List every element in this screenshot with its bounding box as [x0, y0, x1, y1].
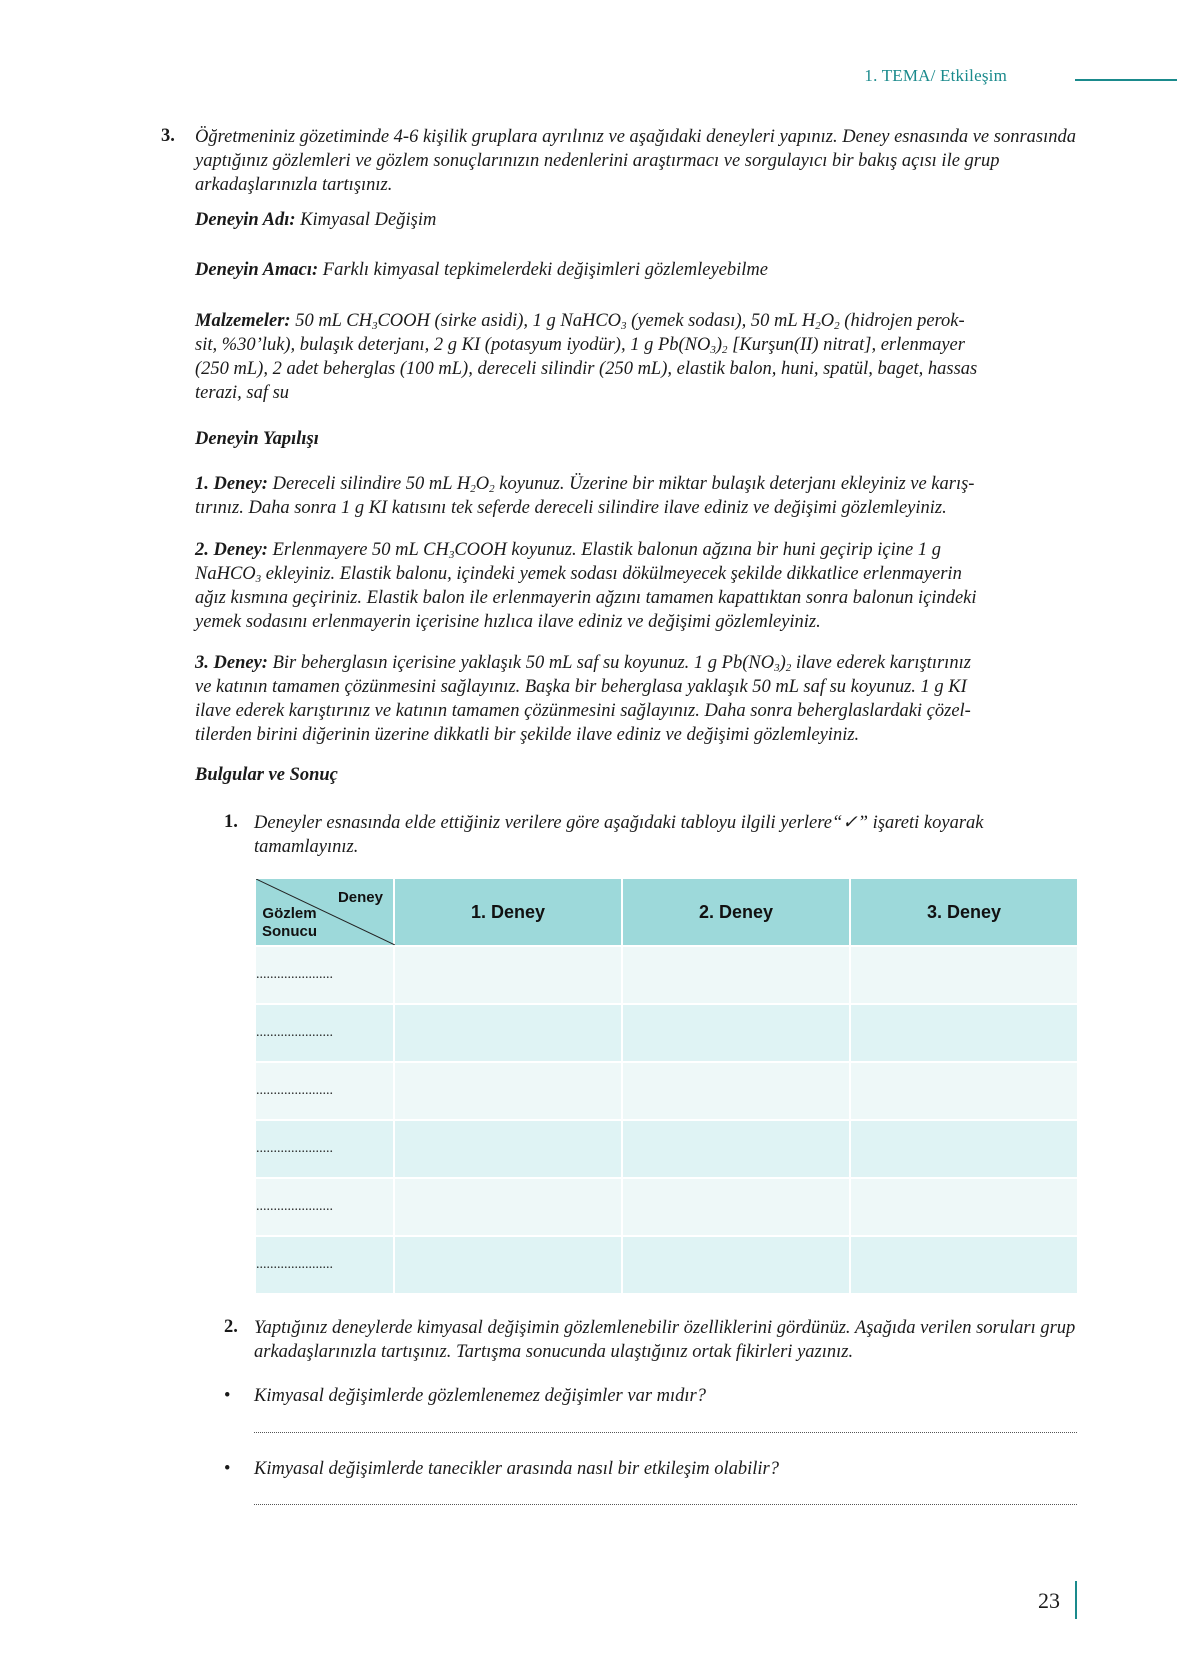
experiment-2-text: 2. Deney: Erlenmayere 50 mL $CH_3COOH$ koyunuz. Elastik balonun ağzına bir huni geçirip içine 1 g NaHCO$_3$ ekleyiniz. Elastik balonu, içindeki yemek sodası dökülmeyecek şekilde dikkatlice erlenmayerin ağız kısmına geçiriniz. Elastik balon ile erlenmayerin ağzını tamamen kapattıktan sonra balonun içindeki yemek sodasını erlenmayerin içerisine hızlıca ilave ediniz ve değişimi gözlemleyiniz. [195, 540, 977, 632]
discussion-question: Kimyasal değişimlerde tanecikler arasında nasıl bir etkileşim olabilir? [254, 1459, 779, 1479]
table-cell[interactable] [850, 1120, 1078, 1178]
procedure-heading: Deneyin Yapılışı [195, 429, 319, 449]
column-header: 2. Deney [622, 878, 850, 946]
page-number-bar [1075, 1581, 1077, 1619]
experiment-1-text: 1. Deney: Dereceli silindire 50 mL $H_2O_2$ koyunuz. Üzerine bir miktar bulaşık deterjanı ekleyiniz ve karış- tırınız. Daha sonra 1 g KI katısını tek seferde dereceli silindire ilave ediniz ve değişimi gözlemleyiniz. [195, 474, 975, 518]
row-label-blank[interactable]: ...................... [255, 1062, 394, 1120]
table-corner-header [255, 878, 394, 946]
page-header [0, 66, 1187, 90]
table-cell[interactable] [622, 946, 850, 1004]
materials-paragraph: Malzemeler: 50 mL $CH_3COOH$ (sirke asidi), 1 g NaHCO$_3$ (yemek sodası), 50 mL $H_2O_2$ (hidrojen perok- sit, %30’luk), bulaşık deterjanı, 2 g KI (potasyum iyodür), 1 g $Pb(NO_3)_2$ [Kurşun(II) nitrat], erlenmayer (250 mL), 2 adet beherglas (100 mL), dereceli silindir (250 mL), elastik balon, huni, spatül, baget, hassas terazi, saf su [195, 311, 978, 403]
column-header: 3. Deney [850, 878, 1078, 946]
experiment-aim-label: Deneyin Amacı: [195, 260, 319, 280]
question-intro: Öğretmeniniz gözetiminde 4-6 kişilik gruplara ayrılınız ve aşağıdaki deneyleri yapınız. Deney esnasında ve sonrasında yaptığınız gözlemleri ve gözlem sonuçlarınızın nedenlerini araştırmacı ve sorgulayıcı bir bakış açısı ile grup arkadaşlarınızla tartışınız. [195, 127, 1077, 195]
row-label-blank[interactable]: ...................... [255, 1120, 394, 1178]
task-2-text: Yaptığınız deneylerde kimyasal değişimin gözlemlenebilir özelliklerini gördünüz. Aşağıda verilen soruları grup arkadaşlarınızla tartışınız. Tartışma sonucunda ulaştığınız ortak fikirleri yazınız. [254, 1318, 1076, 1362]
table-cell[interactable] [622, 1004, 850, 1062]
observation-table [254, 877, 1079, 1295]
experiment-1-label: 1. Deney: [195, 474, 268, 494]
experiment-name [195, 208, 436, 232]
experiment-name-label: Deneyin Adı: [195, 210, 296, 230]
table-row [255, 1004, 1078, 1062]
table-row [255, 1178, 1078, 1236]
table-cell[interactable] [850, 946, 1078, 1004]
table-cell[interactable] [622, 1120, 850, 1178]
experiment-3-label: 3. Deney: [195, 653, 268, 673]
question-number: 3. [161, 126, 175, 146]
table-row [255, 1236, 1078, 1294]
table-cell[interactable] [622, 1236, 850, 1294]
answer-line[interactable] [254, 1432, 1077, 1433]
results-heading: Bulgular ve Sonuç [195, 765, 338, 785]
bullet-icon: • [224, 1386, 231, 1406]
table-cell[interactable] [850, 1062, 1078, 1120]
experiment-2-label: 2. Deney: [195, 540, 268, 560]
page-number: 23 [1038, 1588, 1060, 1613]
bullet-icon: • [224, 1459, 231, 1479]
table-cell[interactable] [850, 1236, 1078, 1294]
header-rule [1075, 79, 1177, 81]
table-cell[interactable] [394, 1178, 622, 1236]
corner-label-deney: Deney [337, 889, 383, 906]
answer-line[interactable] [254, 1504, 1077, 1505]
table-cell[interactable] [394, 1120, 622, 1178]
row-label-blank[interactable]: ...................... [255, 1178, 394, 1236]
row-label-blank[interactable]: ...................... [255, 1004, 394, 1062]
table-cell[interactable] [394, 1004, 622, 1062]
table-cell[interactable] [850, 1178, 1078, 1236]
task-1-text: Deneyler esnasında elde ettiğiniz verilere göre aşağıdaki tabloyu ilgili yerlere“✓” işareti koyarak tamamlayınız. [254, 813, 984, 857]
table-cell[interactable] [394, 1236, 622, 1294]
discussion-question: Kimyasal değişimlerde gözlemlenemez değişimler var mıdır? [254, 1386, 706, 1406]
table-row [255, 1062, 1078, 1120]
header-theme-label: 1. TEMA/ Etkileşim [864, 66, 1007, 85]
task-2-number: 2. [224, 1317, 238, 1337]
table-cell[interactable] [850, 1004, 1078, 1062]
experiment-3-text: 3. Deney: Bir beherglasın içerisine yaklaşık 50 mL saf su koyunuz. 1 g $Pb(NO_3)_2$ ilave ederek karıştırınız ve katının tamamen çözünmesini sağlayınız. Başka bir beherglasa yaklaşık 50 mL saf su koyunuz. 1 g KI ilave ederek karıştırınız ve katının tamamen çözünmesini sağlayınız. Daha sonra beherglaslardaki çözel- tilerden birini diğerinin üzerine dikkatli bir şekilde ilave ediniz ve değişimi gözlemleyiniz. [195, 653, 971, 745]
row-label-blank[interactable]: ...................... [255, 946, 394, 1004]
table-cell[interactable] [622, 1062, 850, 1120]
row-label-blank[interactable]: ...................... [255, 1236, 394, 1294]
table-cell[interactable] [394, 946, 622, 1004]
table-cell[interactable] [622, 1178, 850, 1236]
experiment-aim [195, 258, 768, 282]
task-1-number: 1. [224, 812, 238, 832]
table-row [255, 1120, 1078, 1178]
table-cell[interactable] [394, 1062, 622, 1120]
corner-label-gozlem: Gözlem Sonucu [262, 905, 317, 940]
column-header: 1. Deney [394, 878, 622, 946]
experiment-name-value: Kimyasal Değişim [300, 210, 437, 230]
table-row [255, 946, 1078, 1004]
experiment-aim-value: Farklı kimyasal tepkimelerdeki değişimleri gözlemleyebilme [322, 260, 768, 280]
materials-label: Malzemeler: [195, 311, 291, 331]
